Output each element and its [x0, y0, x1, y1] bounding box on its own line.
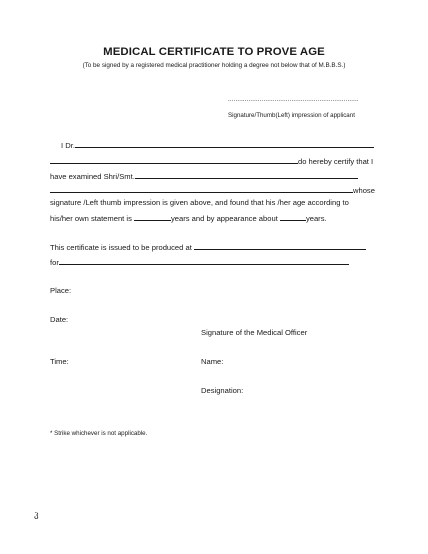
document-title: MEDICAL CERTIFICATE TO PROVE AGE [103, 46, 325, 58]
own-statement-label: his/her own statement is [50, 214, 134, 223]
purpose-blank [59, 256, 349, 265]
doctor-name-blank [75, 139, 374, 148]
place-label: Place: [50, 286, 72, 295]
produced-at-blank [194, 241, 366, 250]
footnote: * Strike whichever is not applicable. [50, 430, 148, 437]
officer-signature-label: Signature of the Medical Officer [201, 328, 308, 337]
years-label: years. [305, 214, 327, 223]
doctor-name-blank-cont [50, 155, 298, 164]
para1-line3 [50, 170, 358, 181]
applicant-name-blank-cont [50, 184, 353, 193]
applicant-name-blank [135, 170, 358, 179]
appearance-age-blank [280, 212, 306, 221]
para1-line5: signature /Left thumb impression is given above, and found that his /her age according to [50, 198, 349, 207]
produced-at-label: This certificate is issued to be produced at [50, 243, 194, 252]
stated-age-blank [134, 212, 171, 221]
appearance-label: years and by appearance about [171, 214, 280, 223]
officer-name-label: Name: [201, 357, 224, 366]
page-mark: ჰ [34, 512, 39, 521]
time-label: Time: [50, 357, 69, 366]
para1-line6 [50, 212, 327, 223]
applicant-signature-caption: Signature/Thumb(Left) impression of applicant [228, 112, 355, 119]
date-label: Date: [50, 315, 69, 324]
doctor-prefix-label: I Dr. [61, 141, 75, 150]
for-label: for [50, 258, 59, 267]
para1-line2 [50, 155, 373, 166]
applicant-signature-line: ...................................................................... [228, 97, 359, 103]
certify-text: do hereby certify that I [298, 157, 374, 166]
para1-line4 [50, 184, 375, 195]
para1-line1 [61, 139, 374, 150]
document-subtitle: (To be signed by a registered medical practitioner holding a degree not below that of M.B.B.S.) [82, 62, 346, 69]
whose-text: whose [353, 186, 375, 195]
para2-line2 [50, 256, 349, 267]
examined-label: have examined Shri/Smt. [50, 172, 135, 181]
para2-line1 [50, 241, 366, 252]
officer-designation-label: Designation: [201, 386, 244, 395]
